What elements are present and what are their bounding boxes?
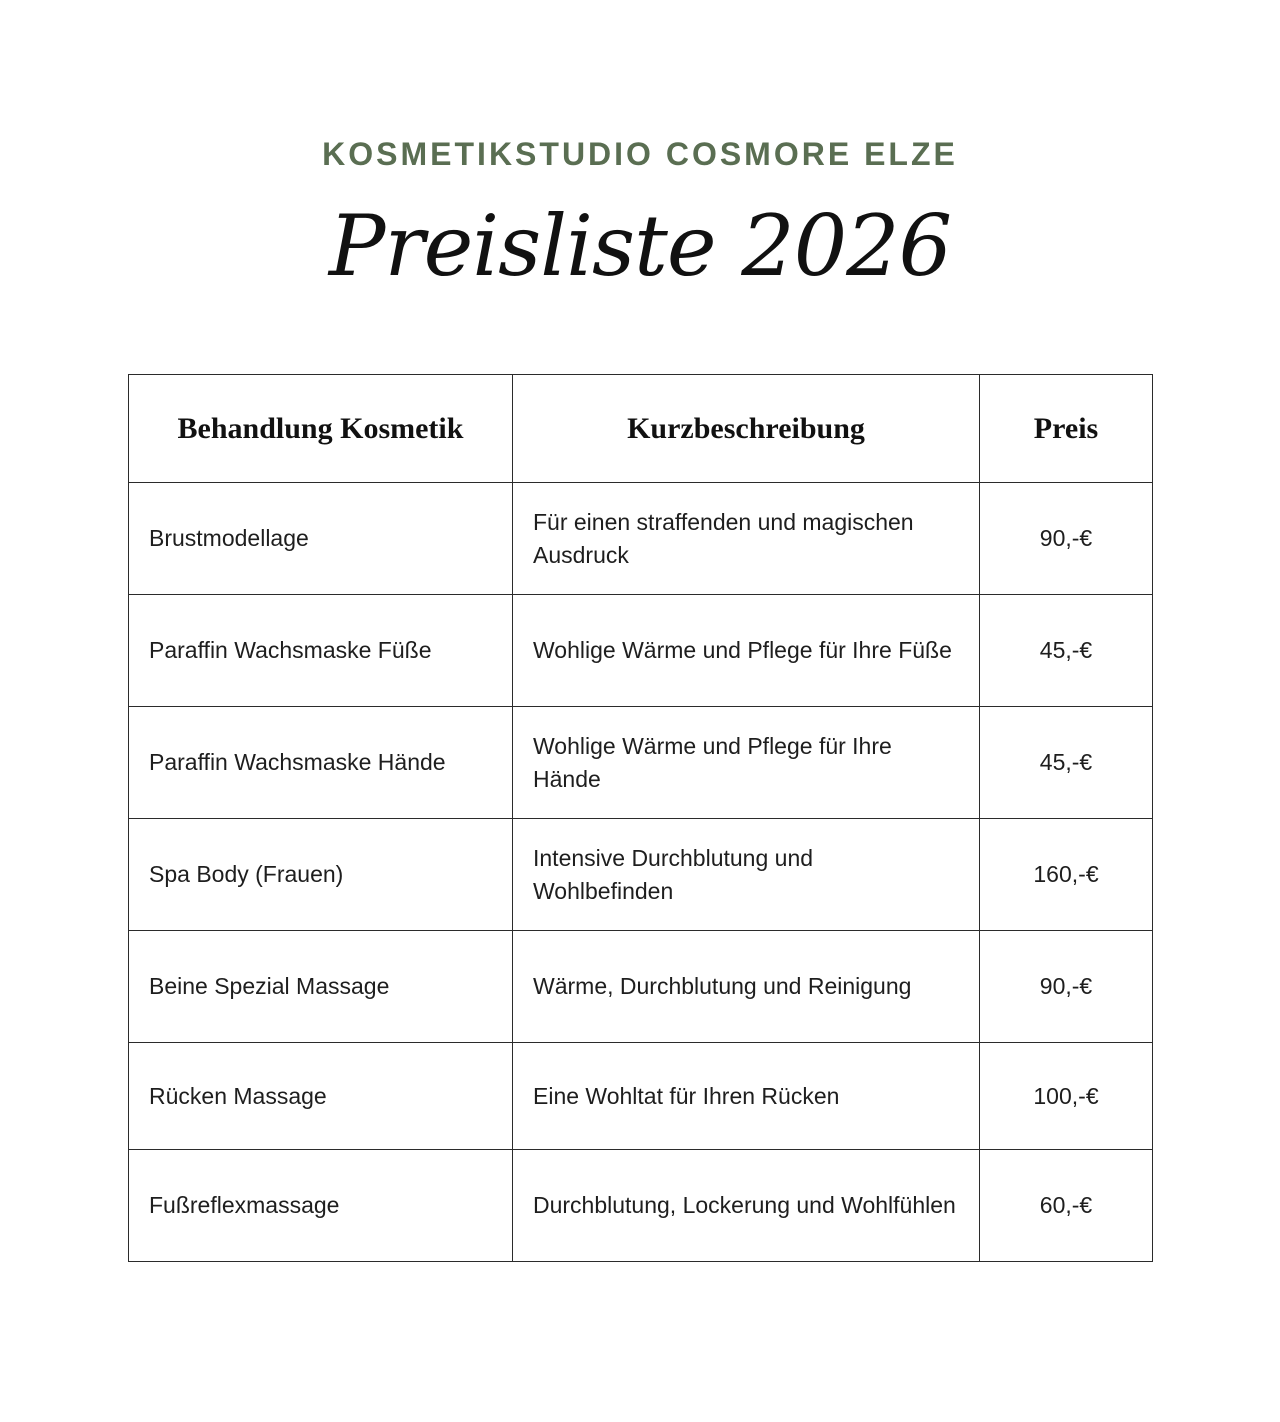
table-row [129, 819, 1153, 931]
price-cell: 90,-€ [980, 483, 1153, 595]
table-row [129, 1043, 1153, 1150]
studio-name: KOSMETIKSTUDIO COSMORE ELZE [322, 136, 958, 172]
table-header-row [129, 375, 1153, 483]
table-row [129, 1150, 1153, 1262]
description-cell: Durchblutung, Lockerung und Wohlfühlen [513, 1150, 980, 1262]
treatment-cell: Rücken Massage [129, 1043, 513, 1150]
table-row [129, 595, 1153, 707]
description-cell: Intensive Durchblutung und Wohlbefinden [513, 819, 980, 931]
page-title: Preisliste 2026 [328, 197, 952, 295]
description-cell: Wohlige Wärme und Pflege für Ihre Füße [513, 595, 980, 707]
table-row [129, 931, 1153, 1043]
price-table [128, 374, 1153, 1262]
price-cell: 90,-€ [980, 931, 1153, 1043]
price-cell: 160,-€ [980, 819, 1153, 931]
treatment-cell: Fußreflexmassage [129, 1150, 513, 1262]
price-cell: 60,-€ [980, 1150, 1153, 1262]
treatment-cell: Spa Body (Frauen) [129, 819, 513, 931]
treatment-cell: Paraffin Wachsmaske Hände [129, 707, 513, 819]
description-cell: Für einen straffenden und magischen Ausdruck [513, 483, 980, 595]
table-row [129, 483, 1153, 595]
price-cell: 45,-€ [980, 707, 1153, 819]
column-header-treatment: Behandlung Kosmetik [129, 375, 513, 483]
column-header-description: Kurzbeschreibung [513, 375, 980, 483]
treatment-cell: Beine Spezial Massage [129, 931, 513, 1043]
treatment-cell: Paraffin Wachsmaske Füße [129, 595, 513, 707]
table-row [129, 707, 1153, 819]
price-cell: 100,-€ [980, 1043, 1153, 1150]
description-cell: Eine Wohltat für Ihren Rücken [513, 1043, 980, 1150]
price-cell: 45,-€ [980, 595, 1153, 707]
description-cell: Wärme, Durchblutung und Reinigung [513, 931, 980, 1043]
treatment-cell: Brustmodellage [129, 483, 513, 595]
column-header-price: Preis [980, 375, 1153, 483]
description-cell: Wohlige Wärme und Pflege für Ihre Hände [513, 707, 980, 819]
